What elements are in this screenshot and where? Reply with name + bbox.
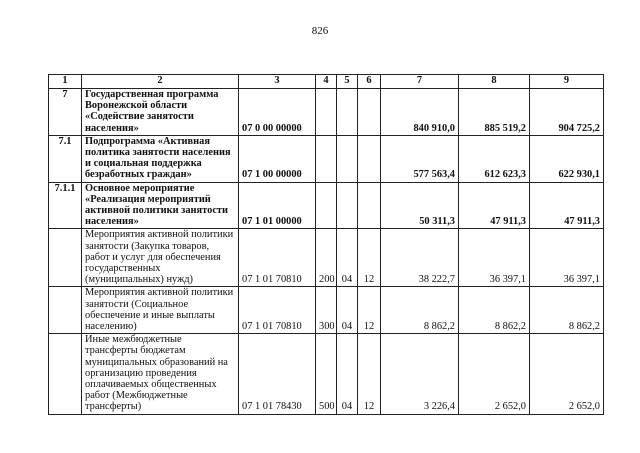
row-value-8: 885 519,2: [459, 89, 530, 136]
row-value-9: 904 725,2: [530, 89, 604, 136]
row-value-9: 8 862,2: [530, 287, 604, 334]
table-row: [49, 135, 604, 182]
row-value-8: 47 911,3: [459, 182, 530, 229]
header-row: [49, 75, 604, 89]
row-value-9: 47 911,3: [530, 182, 604, 229]
row-number: [49, 287, 82, 334]
row-col5: [337, 135, 358, 182]
row-code: 07 1 01 70810: [239, 287, 316, 334]
row-col4: 300: [316, 287, 337, 334]
col-header: 3: [239, 75, 316, 89]
row-code: 07 1 00 00000: [239, 135, 316, 182]
row-value-8: 36 397,1: [459, 229, 530, 287]
row-name: Мероприятия активной политики занятости (Социальное обеспечение и иные выплаты населению): [82, 287, 239, 334]
row-code: 07 1 01 78430: [239, 334, 316, 414]
row-name: Государственная программа Воронежской области «Содействие занятости населения»: [82, 89, 239, 136]
row-col6: [358, 135, 381, 182]
row-value-7: 50 311,3: [381, 182, 459, 229]
row-col4: [316, 182, 337, 229]
row-code: 07 1 01 70810: [239, 229, 316, 287]
row-col5: 04: [337, 287, 358, 334]
row-col6: [358, 89, 381, 136]
col-header: 4: [316, 75, 337, 89]
budget-table: [48, 74, 604, 415]
row-value-7: 8 862,2: [381, 287, 459, 334]
row-number: 7.1.1: [49, 182, 82, 229]
col-header: 1: [49, 75, 82, 89]
row-number: 7.1: [49, 135, 82, 182]
table-row: [49, 287, 604, 334]
col-header: 2: [82, 75, 239, 89]
row-code: 07 0 00 00000: [239, 89, 316, 136]
row-name: Мероприятия активной политики занятости (Закупка товаров, работ и услуг для обеспечения государственных (муниципальных) нужд): [82, 229, 239, 287]
row-value-7: 840 910,0: [381, 89, 459, 136]
row-col4: 200: [316, 229, 337, 287]
col-header: 9: [530, 75, 604, 89]
table-row: [49, 229, 604, 287]
row-value-8: 8 862,2: [459, 287, 530, 334]
row-name: Подпрограмма «Активная политика занятости населения и социальная поддержка безработных граждан»: [82, 135, 239, 182]
row-number: [49, 229, 82, 287]
row-col5: [337, 89, 358, 136]
row-col6: [358, 182, 381, 229]
table-row: [49, 89, 604, 136]
row-value-9: 36 397,1: [530, 229, 604, 287]
row-col4: [316, 89, 337, 136]
row-col5: [337, 182, 358, 229]
row-value-9: 2 652,0: [530, 334, 604, 414]
row-col5: 04: [337, 229, 358, 287]
row-value-7: 38 222,7: [381, 229, 459, 287]
row-value-8: 2 652,0: [459, 334, 530, 414]
row-number: [49, 334, 82, 414]
row-col6: 12: [358, 287, 381, 334]
col-header: 8: [459, 75, 530, 89]
table-row: [49, 334, 604, 414]
row-value-9: 622 930,1: [530, 135, 604, 182]
row-value-8: 612 623,3: [459, 135, 530, 182]
row-col5: 04: [337, 334, 358, 414]
col-header: 7: [381, 75, 459, 89]
row-col4: 500: [316, 334, 337, 414]
row-col6: 12: [358, 229, 381, 287]
page-number: 826: [311, 25, 329, 37]
row-code: 07 1 01 00000: [239, 182, 316, 229]
table-row: [49, 182, 604, 229]
row-name: Основное мероприятие «Реализация мероприятий активной политики занятости населения»: [82, 182, 239, 229]
row-value-7: 3 226,4: [381, 334, 459, 414]
row-col6: 12: [358, 334, 381, 414]
row-number: 7: [49, 89, 82, 136]
row-col4: [316, 135, 337, 182]
row-name: Иные межбюджетные трансферты бюджетам муниципальных образований на организацию проведения оплачиваемых общественных работ (Межбюджетные трансферты): [82, 334, 239, 414]
col-header: 6: [358, 75, 381, 89]
row-value-7: 577 563,4: [381, 135, 459, 182]
col-header: 5: [337, 75, 358, 89]
